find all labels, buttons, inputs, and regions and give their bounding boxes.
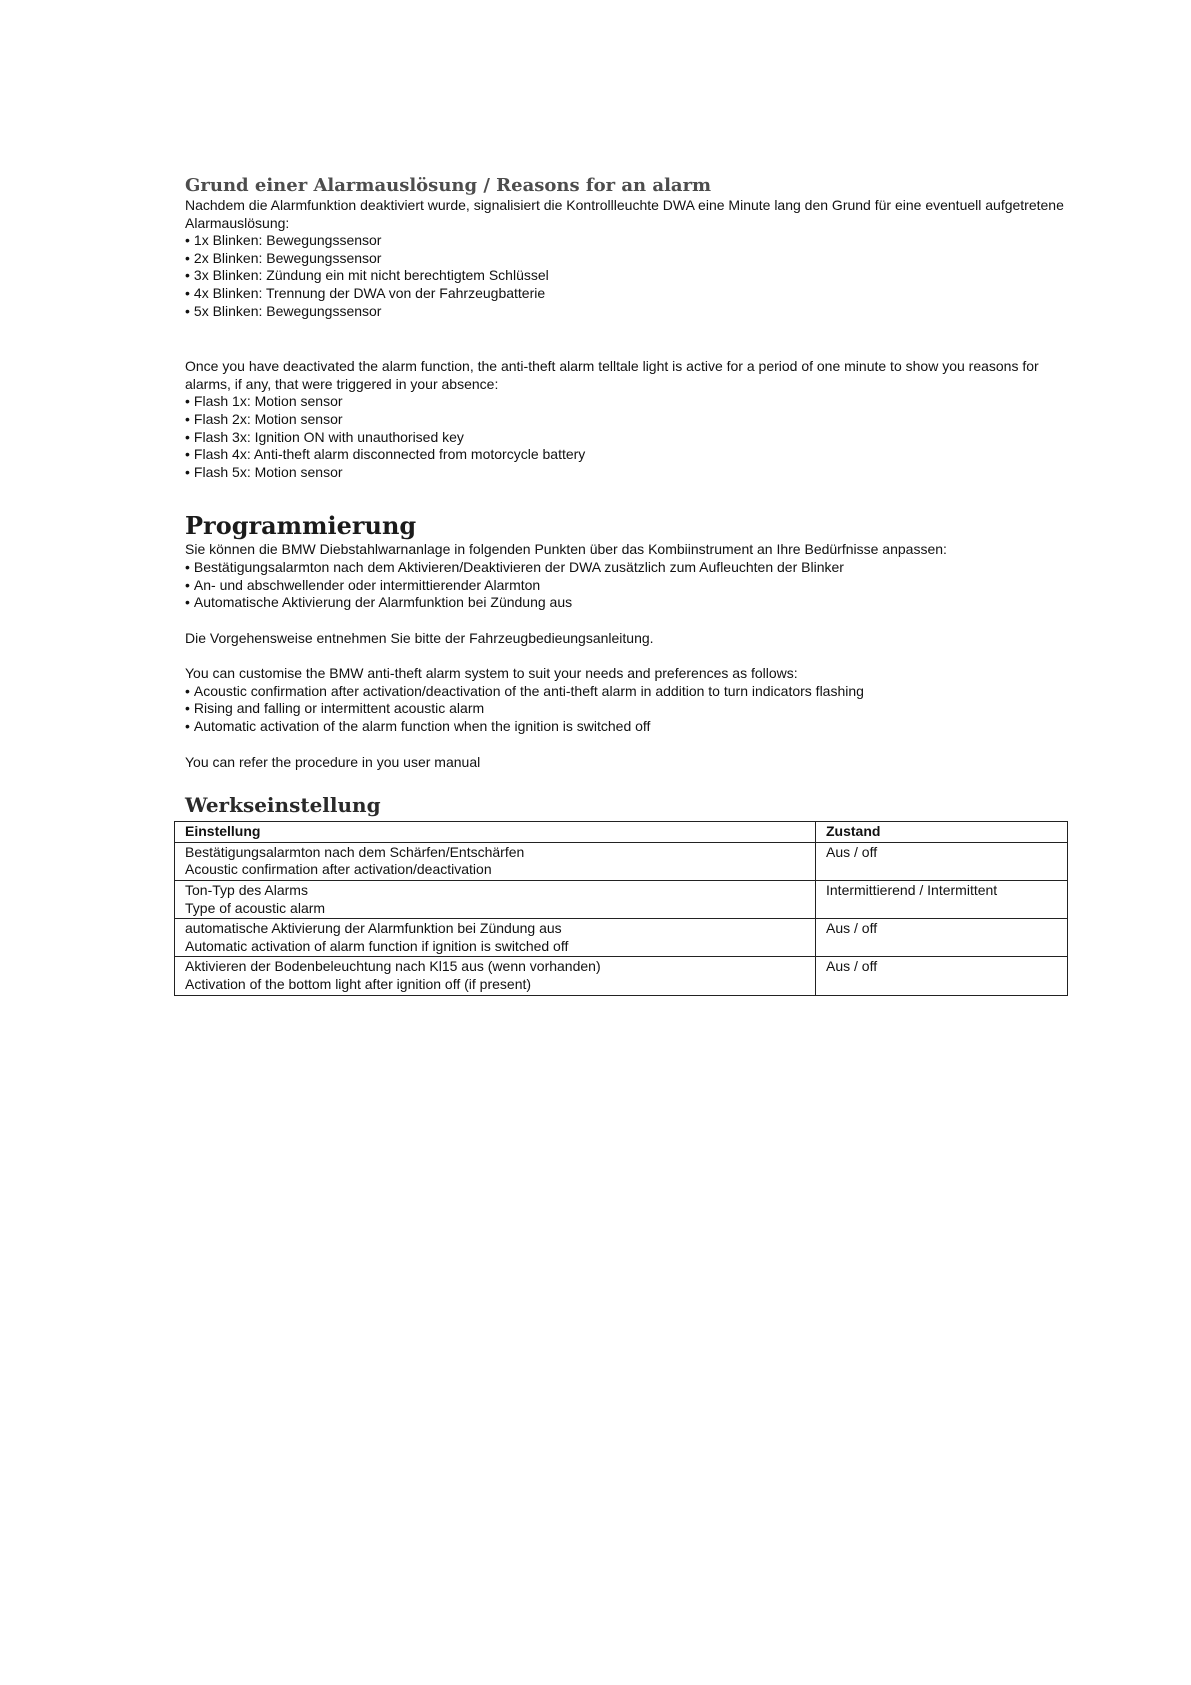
table-row xyxy=(175,842,1068,880)
setting-en: Type of acoustic alarm xyxy=(185,899,326,916)
list-item: • 1x Blinken: Bewegungssensor xyxy=(185,232,1065,250)
state-cell: Aus / off xyxy=(816,919,1068,957)
setting-cell xyxy=(175,919,816,957)
state-cell: Aus / off xyxy=(816,957,1068,995)
setting-de: automatische Aktivierung der Alarmfunktion bei Zündung aus xyxy=(185,920,562,937)
section-title-programming: Programmierung xyxy=(185,511,417,541)
setting-cell xyxy=(175,842,816,880)
state-cell: Aus / off xyxy=(816,842,1068,880)
setting-de: Aktivieren der Bodenbeleuchtung nach Kl15 aus (wenn vorhanden) xyxy=(185,958,601,975)
setting-cell xyxy=(175,957,816,995)
list-item: • Automatische Aktivierung der Alarmfunktion bei Zündung aus xyxy=(185,594,1065,612)
setting-cell xyxy=(175,881,816,919)
table-row xyxy=(175,957,1068,995)
list-item: • Flash 5x: Motion sensor xyxy=(185,464,1065,482)
setting-en: Automatic activation of alarm function if ignition is switched off xyxy=(185,937,569,954)
de-blink-list xyxy=(185,232,1065,320)
table-row xyxy=(175,919,1068,957)
column-header-state: Zustand xyxy=(816,822,1068,843)
de-intro-paragraph: Nachdem die Alarmfunktion deaktiviert wurde, signalisiert die Kontrollleuchte DWA eine Minute lang den Grund für eine eventuell aufgetretene Alarmauslösung: xyxy=(185,197,1064,231)
list-item: • 4x Blinken: Trennung der DWA von der Fahrzeugbatterie xyxy=(185,285,1065,303)
table-header-row xyxy=(175,822,1068,843)
list-item: • Flash 3x: Ignition ON with unauthorised key xyxy=(185,429,1065,447)
table-row xyxy=(175,881,1068,919)
setting-de: Ton-Typ des Alarms xyxy=(185,882,308,899)
list-item: • Flash 4x: Anti-theft alarm disconnected from motorcycle battery xyxy=(185,446,1065,464)
list-item: • Acoustic confirmation after activation/deactivation of the anti-theft alarm in addition to turn indicators flashing xyxy=(185,683,1065,701)
list-item: • 2x Blinken: Bewegungssensor xyxy=(185,250,1065,268)
en-procedure-note: You can refer the procedure in you user manual xyxy=(185,753,481,770)
setting-en: Acoustic confirmation after activation/deactivation xyxy=(185,861,492,878)
factory-settings-table xyxy=(174,821,1068,995)
en-flash-list xyxy=(185,393,1065,481)
section-title-factory-settings: Werkseinstellung xyxy=(185,793,381,818)
list-item: • Bestätigungsalarmton nach dem Aktivieren/Deaktivieren der DWA zusätzlich zum Aufleuchten der Blinker xyxy=(185,559,1065,577)
list-item: • Flash 2x: Motion sensor xyxy=(185,411,1065,429)
list-item: • 5x Blinken: Bewegungssensor xyxy=(185,303,1065,321)
list-item: • Automatic activation of the alarm function when the ignition is switched off xyxy=(185,718,1065,736)
list-item: • 3x Blinken: Zündung ein mit nicht berechtigtem Schlüssel xyxy=(185,267,1065,285)
de-procedure-note: Die Vorgehensweise entnehmen Sie bitte der Fahrzeugbedieungsanleitung. xyxy=(185,629,654,646)
document-page xyxy=(185,175,1065,996)
setting-de: Bestätigungsalarmton nach dem Schärfen/Entschärfen xyxy=(185,843,525,860)
list-item: • Rising and falling or intermittent acoustic alarm xyxy=(185,700,1065,718)
en-intro-paragraph: Once you have deactivated the alarm function, the anti-theft alarm telltale light is active for a period of one minute to show you reasons for alarms, if any, that were triggered in your absence: xyxy=(185,358,1039,392)
de-programming-list xyxy=(185,559,1065,612)
en-programming-list xyxy=(185,683,1065,736)
en-programming-intro: You can customise the BMW anti-theft alarm system to suit your needs and preferences as follows: xyxy=(185,665,798,682)
section-title-alarm-reasons: Grund einer Alarmauslösung / Reasons for an alarm xyxy=(185,175,712,196)
column-header-setting: Einstellung xyxy=(175,822,816,843)
state-cell: Intermittierend / Intermittent xyxy=(816,881,1068,919)
de-programming-intro: Sie können die BMW Diebstahlwarnanlage in folgenden Punkten über das Kombiinstrument an Ihre Bedürfnisse anpassen: xyxy=(185,541,947,558)
setting-en: Activation of the bottom light after ignition off (if present) xyxy=(185,976,532,992)
list-item: • An- und abschwellender oder intermittierender Alarmton xyxy=(185,577,1065,595)
list-item: • Flash 1x: Motion sensor xyxy=(185,393,1065,411)
